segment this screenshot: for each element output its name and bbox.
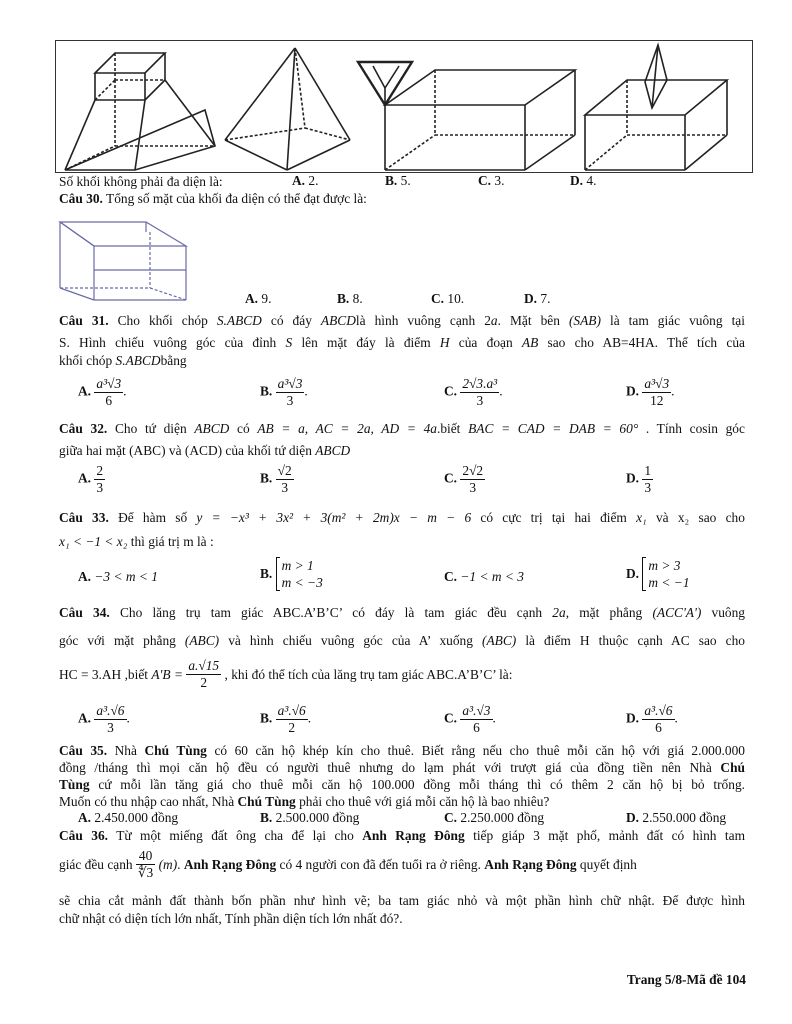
q32-option-b[interactable]: B. $\frac{√2}{3}$ xyxy=(260,463,292,495)
q32-option-d[interactable]: D. $\frac{1}{3}$ xyxy=(626,463,652,495)
q34-line-2: góc với mặt phẳng (ABC) và hình chiếu vuông góc của A’ xuống (ABC) là điểm H thuộc cạnh AC sao cho xyxy=(59,633,745,648)
q35-option-a[interactable]: A. 2.450.000 đồng xyxy=(78,810,179,825)
q31-option-c[interactable]: C. $\frac{\text{2√3.a³}}{3}$ . xyxy=(444,376,503,408)
q31-line-3: khối chóp S.ABCDbằng xyxy=(59,353,187,368)
q29-option-c[interactable]: C. 3. xyxy=(478,173,505,188)
q34-line-1: Câu 34. Cho lăng trụ tam giác ABC.A’B’C’ có đáy là tam giác đều cạnh 2a, mặt phẳng (ACC'A') vuông xyxy=(59,605,745,620)
solids-figure-svg xyxy=(55,40,753,173)
q35-option-d[interactable]: D. 2.550.000 đồng xyxy=(626,810,727,825)
q36-line-3: sẽ chia cắt mảnh đất thành bốn phần như hình vẽ; ba tam giác nhỏ và một phần hình chữ nhật. Để được hình xyxy=(59,893,745,908)
solid-pyramid xyxy=(225,48,350,170)
q33-option-b[interactable]: B. m > 1 m < −3 xyxy=(260,558,323,590)
q36-line-4: chữ nhật có diện tích lớn nhất, Tính phần diện tích lớn nhất đó?. xyxy=(59,911,403,926)
q30-option-d[interactable]: D. 7. xyxy=(524,291,551,306)
q30-polyhedron-svg xyxy=(58,218,190,302)
q35-line-1: Câu 35. Nhà Chú Tùng có 60 căn hộ khép kín cho thuê. Biết rằng nếu cho thuê mỗi căn hộ với giá 2.000.000 xyxy=(59,743,745,758)
q30-figure xyxy=(58,218,190,306)
q32-line-2: giữa hai mặt (ABC) và (ACD) của khối tứ diện ABCD xyxy=(59,443,351,458)
q35-line-2: đồng /tháng thì mọi căn hộ đều có người thuê nhưng do lạm phát với trượt giá của đồng tiền nên Nhà Chú xyxy=(59,760,745,775)
q30-option-a[interactable]: A. 9. xyxy=(245,291,272,306)
q36-line-1: Câu 36. Từ một miếng đất ông cha để lại cho Anh Rạng Đông tiếp giáp 3 mặt phố, mảnh đất có hình tam xyxy=(59,828,745,843)
q30-option-c[interactable]: C. 10. xyxy=(431,291,465,306)
q35-option-b[interactable]: B. 2.500.000 đồng xyxy=(260,810,360,825)
q32-line-1: Câu 32. Cho tứ diện ABCD có AB = a, AC = 2a, AD = 4a.biết BAC = CAD = DAB = 60° . Tính cosin góc xyxy=(59,421,745,436)
q31-line-1: Câu 31. Cho khối chóp S.ABCD có đáy ABCDlà hình vuông cạnh 2a. Mặt bên (SAB) là tam giác vuông tại xyxy=(59,313,745,328)
q30-option-b[interactable]: B. 8. xyxy=(337,291,363,306)
q34-option-a[interactable]: A. $\frac{\text{a³.√6}}{3}$ . xyxy=(78,703,130,735)
q30-stem: Câu 30. Tổng số mặt của khối đa diện có thể đạt được là: xyxy=(59,191,367,206)
q29-option-b[interactable]: B. 5. xyxy=(385,173,411,188)
q35-line-4: Muốn có thu nhập cao nhất, Nhà Chú Tùng phải cho thuê với giá mỗi căn hộ là bao nhiêu? xyxy=(59,794,550,809)
q33-option-d[interactable]: D. m > 3 m < −1 xyxy=(626,558,690,590)
q31-option-a[interactable]: A. $\frac{\text{a³√3}}{6}$ . xyxy=(78,376,127,408)
q31-option-d[interactable]: D. $\frac{\text{a³√3}}{12}$ . xyxy=(626,376,675,408)
q33-option-a[interactable]: A. −3 < m < 1 xyxy=(78,569,158,584)
solid-prism-box xyxy=(358,62,575,170)
q34-line-3: HC = 3.AH ,biết A'B = $\frac{a.√15}{2}$ , khi đó thể tích của lăng trụ tam giác ABC.A’B’C’ là: xyxy=(59,658,513,690)
q36-line-2: giác đều cạnh $\frac{40}{∜3}$ (m). Anh Rạng Đông có 4 người con đã đến tuổi ra ở riêng. Anh Rạng Đông quyết định xyxy=(59,848,637,880)
q33-line-1: Câu 33. Để hàm số y = −x³ + 3x² + 3(m² + 2m)x − m − 6 có cực trị tại hai điểm x₁ và x₂ sao cho xyxy=(59,510,745,525)
q32-option-a[interactable]: A. $\frac{2}{3}$ xyxy=(78,463,104,495)
q29-option-a[interactable]: A. 2. xyxy=(292,173,319,188)
q32-option-c[interactable]: C. $\frac{2√2}{3}$ xyxy=(444,463,484,495)
q31-line-2: S. Hình chiếu vuông góc của đỉnh S lên mặt đáy là điểm H của đoạn AB sao cho AB=4HA. Thể tích của xyxy=(59,335,745,350)
q33-line-2: x₁ < −1 < x₂ thì giá trị m là : xyxy=(59,534,214,549)
q29-option-d[interactable]: D. 4. xyxy=(570,173,597,188)
solids-figure xyxy=(55,40,753,173)
q35-line-3: Tùng cứ mỗi lần tăng giá cho thuê mỗi căn hộ 100.000 đồng mỗi tháng thì có thêm 2 căn hộ bị bỏ trống. xyxy=(59,777,745,792)
q33-option-c[interactable]: C. −1 < m < 3 xyxy=(444,569,524,584)
q31-option-b[interactable]: B. $\frac{\text{a³√3}}{3}$ . xyxy=(260,376,308,408)
q35-option-c[interactable]: C. 2.250.000 đồng xyxy=(444,810,545,825)
q34-option-c[interactable]: C. $\frac{\text{a³.√3}}{6}$ . xyxy=(444,703,496,735)
solid-box-octahedron xyxy=(585,45,727,170)
q34-option-d[interactable]: D. $\frac{\text{a³.√6}}{6}$ . xyxy=(626,703,678,735)
q34-option-b[interactable]: B. $\frac{\text{a³.√6}}{2}$ . xyxy=(260,703,312,735)
solid-box-on-frustum xyxy=(65,53,215,170)
page-footer: Trang 5/8-Mã đề 104 xyxy=(626,972,746,987)
q29-label: Số khối không phải đa diện là: xyxy=(59,174,223,189)
